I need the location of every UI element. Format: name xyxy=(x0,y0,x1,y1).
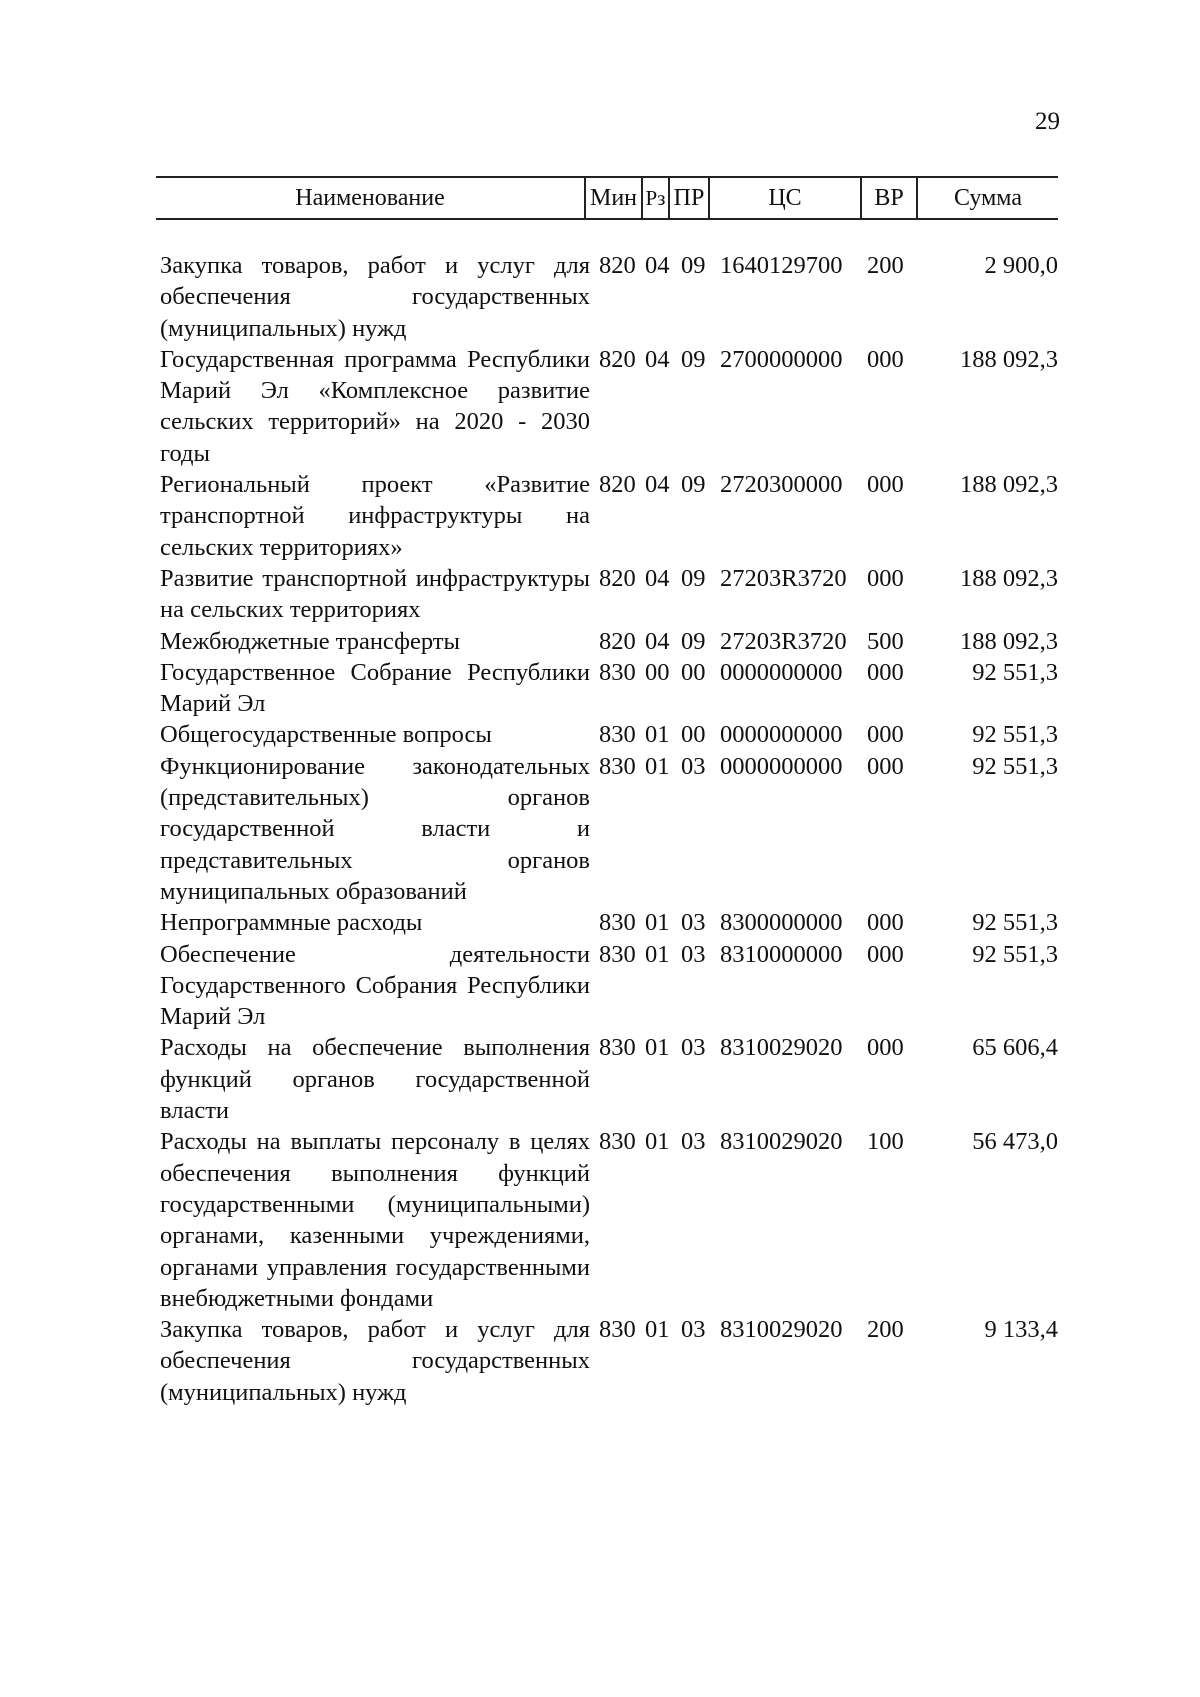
cell-name: Закупка товаров, работ и услуг для обеспечения государственных (муниципальных) нужд xyxy=(160,252,590,342)
cell-name: Расходы на обеспечение выполнения функций органов государственной власти xyxy=(160,1034,590,1125)
cell-min: 820 xyxy=(599,345,636,373)
cell-name: Региональный проект «Развитие транспортной инфраструктуры на сельских территориях» xyxy=(160,471,590,561)
cell-min: 820 xyxy=(599,627,636,655)
table-row xyxy=(0,719,1200,750)
cell-cs: 0000000000 xyxy=(720,721,843,749)
cell-vr: 000 xyxy=(867,940,904,968)
cell-min: 830 xyxy=(599,1316,636,1344)
cell-rz: 01 xyxy=(645,1128,670,1156)
cell-rz: 04 xyxy=(645,627,670,655)
cell-rz: 01 xyxy=(645,1316,670,1344)
cell-min: 830 xyxy=(599,1034,636,1062)
cell-name: Закупка товаров, работ и услуг для обеспечения государственных (муниципальных) нужд xyxy=(160,1316,590,1406)
cell-name: Государственное Собрание Республики Марий Эл xyxy=(160,658,590,718)
table-row xyxy=(0,626,1200,657)
cell-min: 820 xyxy=(599,564,636,592)
cell-sum: 188 092,3 xyxy=(960,345,1058,373)
cell-cs: 8300000000 xyxy=(720,909,843,937)
cell-pr: 03 xyxy=(681,1316,706,1344)
cell-vr: 200 xyxy=(867,1316,904,1344)
cell-pr: 09 xyxy=(681,252,706,279)
cell-pr: 09 xyxy=(681,471,706,499)
header-name: Наименование xyxy=(295,185,445,211)
cell-min: 830 xyxy=(599,658,636,686)
cell-vr: 500 xyxy=(867,627,904,655)
header-pr: ПР xyxy=(668,178,708,218)
table-body xyxy=(0,250,1200,1408)
cell-sum: 56 473,0 xyxy=(972,1128,1058,1156)
cell-sum: 188 092,3 xyxy=(960,564,1058,592)
cell-min: 820 xyxy=(599,471,636,499)
header-min: Мин xyxy=(584,178,641,218)
cell-sum: 92 551,3 xyxy=(972,940,1058,968)
cell-rz: 01 xyxy=(645,940,670,968)
cell-sum: 2 900,0 xyxy=(984,252,1058,279)
cell-rz: 04 xyxy=(645,345,670,373)
cell-sum: 92 551,3 xyxy=(972,909,1058,937)
cell-min: 830 xyxy=(599,1128,636,1156)
cell-rz: 04 xyxy=(645,471,670,499)
cell-pr: 03 xyxy=(681,752,706,780)
table-row xyxy=(0,469,1200,563)
cell-name: Обеспечение деятельности Государственного Собрания Республики Марий Эл xyxy=(160,940,590,1031)
cell-name: Развитие транспортной инфраструктуры на сельских территориях xyxy=(160,564,590,624)
cell-pr: 00 xyxy=(681,721,706,749)
page-number: 29 xyxy=(1035,108,1060,135)
cell-name: Непрограммные расходы xyxy=(160,909,423,937)
cell-pr: 09 xyxy=(681,345,706,373)
cell-vr: 000 xyxy=(867,564,904,592)
cell-cs: 8310029020 xyxy=(720,1128,843,1156)
cell-name: Общегосударственные вопросы xyxy=(160,721,492,749)
cell-sum: 65 606,4 xyxy=(972,1034,1058,1062)
table-row xyxy=(0,250,1200,344)
cell-pr: 03 xyxy=(681,1128,706,1156)
cell-sum: 92 551,3 xyxy=(972,721,1058,749)
cell-min: 830 xyxy=(599,909,636,937)
cell-cs: 2720300000 xyxy=(720,471,843,499)
cell-cs: 27203R3720 xyxy=(720,564,847,592)
cell-cs: 8310000000 xyxy=(720,940,843,968)
cell-pr: 00 xyxy=(681,658,706,686)
cell-cs: 0000000000 xyxy=(720,658,843,686)
cell-pr: 09 xyxy=(681,627,706,655)
header-sum: Сумма xyxy=(916,178,1058,218)
cell-rz: 01 xyxy=(645,752,670,780)
cell-min: 830 xyxy=(599,940,636,968)
cell-name: Государственная программа Республики Марий Эл «Комплексное развитие сельских территорий» на 2020 - 2030 годы xyxy=(160,345,590,467)
cell-vr: 000 xyxy=(867,752,904,780)
cell-vr: 000 xyxy=(867,721,904,749)
table-row xyxy=(0,751,1200,907)
header-cs: ЦС xyxy=(708,178,860,218)
cell-rz: 00 xyxy=(645,658,670,686)
cell-rz: 04 xyxy=(645,252,670,279)
cell-cs: 8310029020 xyxy=(720,1034,843,1062)
cell-pr: 03 xyxy=(681,940,706,968)
cell-name: Функционирование законодательных (представительных) органов государственной власти и представительных органов муниципальных образований xyxy=(160,752,590,905)
cell-vr: 000 xyxy=(867,658,904,686)
cell-cs: 27203R3720 xyxy=(720,627,847,655)
cell-sum: 188 092,3 xyxy=(960,627,1058,655)
cell-min: 830 xyxy=(599,752,636,780)
cell-rz: 01 xyxy=(645,909,670,937)
cell-vr: 100 xyxy=(867,1128,904,1156)
table-row xyxy=(0,1126,1200,1314)
cell-sum: 9 133,4 xyxy=(984,1316,1058,1344)
cell-pr: 03 xyxy=(681,909,706,937)
cell-vr: 000 xyxy=(867,1034,904,1062)
cell-cs: 8310029020 xyxy=(720,1316,843,1344)
cell-rz: 01 xyxy=(645,1034,670,1062)
cell-sum: 92 551,3 xyxy=(972,752,1058,780)
cell-pr: 09 xyxy=(681,564,706,592)
header-rz: Рз xyxy=(641,178,668,218)
cell-min: 830 xyxy=(599,721,636,749)
cell-sum: 92 551,3 xyxy=(972,658,1058,686)
table-row xyxy=(0,657,1200,720)
table-row xyxy=(0,1032,1200,1126)
cell-rz: 04 xyxy=(645,564,670,592)
cell-pr: 03 xyxy=(681,1034,706,1062)
table-header xyxy=(156,176,1058,220)
cell-name: Расходы на выплаты персоналу в целях обеспечения выполнения функций государственными (муниципальными) органами, казенными учреждениями, органами управления государственными внебюджетными фондами xyxy=(160,1128,590,1312)
table-row xyxy=(0,939,1200,1033)
cell-name: Межбюджетные трансферты xyxy=(160,627,460,655)
header-vr: ВР xyxy=(860,178,916,218)
cell-cs: 2700000000 xyxy=(720,345,843,373)
cell-cs: 1640129700 xyxy=(720,252,843,279)
table-row xyxy=(0,344,1200,469)
table-row xyxy=(0,563,1200,626)
cell-vr: 000 xyxy=(867,345,904,373)
cell-cs: 0000000000 xyxy=(720,752,843,780)
table-row xyxy=(0,1314,1200,1408)
table-row xyxy=(0,907,1200,938)
cell-sum: 188 092,3 xyxy=(960,471,1058,499)
cell-vr: 000 xyxy=(867,909,904,937)
cell-min: 820 xyxy=(599,252,636,279)
cell-rz: 01 xyxy=(645,721,670,749)
cell-vr: 000 xyxy=(867,471,904,499)
cell-vr: 200 xyxy=(867,252,904,279)
